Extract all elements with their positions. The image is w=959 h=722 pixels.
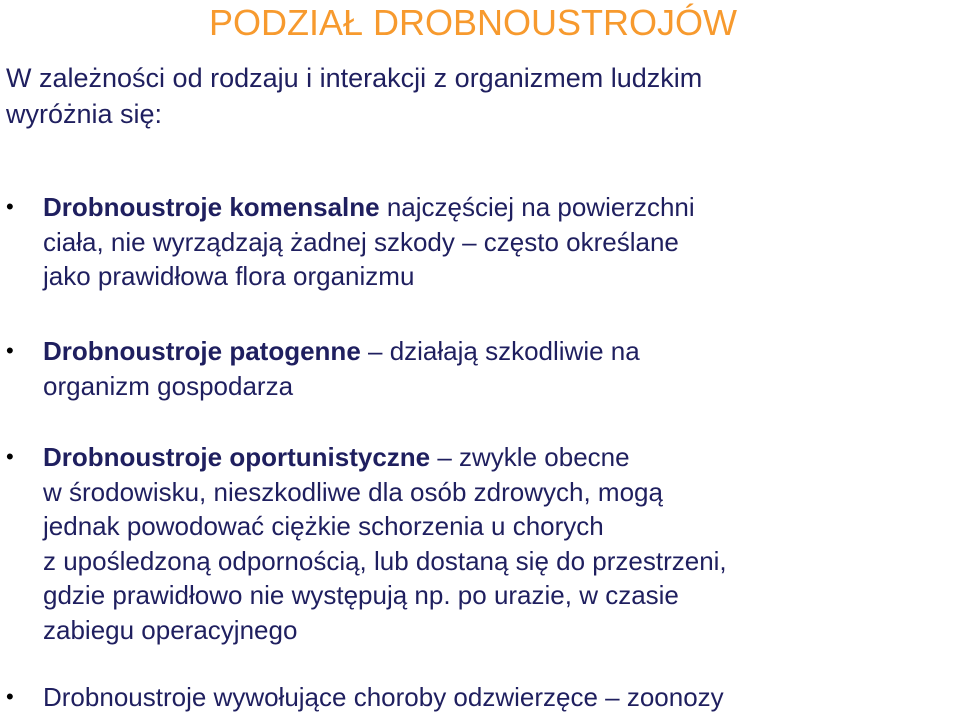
bullet-line: z upośledzoną odpornością, lub dostaną się do przestrzeni, <box>43 545 727 576</box>
bullet-text <box>43 190 695 294</box>
bullet-dot: • <box>6 684 14 709</box>
bullet-text <box>43 680 724 715</box>
bullet-line: w środowisku, nieszkodliwe dla osób zdrowych, mogą <box>43 476 663 507</box>
bullet-dot: • <box>6 194 14 219</box>
intro-line: wyróżnia się: <box>6 99 163 129</box>
bullet-line: jako prawidłowa flora organizmu <box>43 261 415 291</box>
bullet-text <box>43 440 727 647</box>
slide-title: PODZIAŁ DROBNOUSTROJÓW <box>209 2 738 43</box>
bullet-term: Drobnoustroje oportunistyczne <box>43 442 431 472</box>
bullet-line: – zwykle obecne <box>430 442 630 472</box>
bullet-text <box>43 334 640 403</box>
bullet-line: gdzie prawidłowo nie występują np. po urazie, w czasie <box>43 580 679 610</box>
bullet-line: – działają szkodliwie na <box>360 336 640 366</box>
intro-line: W zależności od rodzaju i interakcji z organizmem ludzkim <box>6 63 703 93</box>
bullet-line: najczęściej na powierzchni <box>379 192 695 222</box>
bullet-term: Drobnoustroje komensalne <box>43 192 380 222</box>
intro-text <box>6 60 946 132</box>
bullet-line: jednak powodować ciężkie schorzenia u chorych <box>43 511 604 541</box>
bullet-line: ciała, nie wyrządzają żadnej szkody – często określane <box>43 226 679 257</box>
bullet-term: Drobnoustroje patogenne <box>43 336 361 366</box>
bullet-dot: • <box>6 338 14 363</box>
bullet-dot: • <box>6 444 14 469</box>
bullet-line: Drobnoustroje wywołujące choroby odzwierzęce – zoonozy <box>43 682 724 712</box>
bullet-line: zabiegu operacyjnego <box>43 614 298 645</box>
bullet-line: organizm gospodarza <box>43 370 294 401</box>
